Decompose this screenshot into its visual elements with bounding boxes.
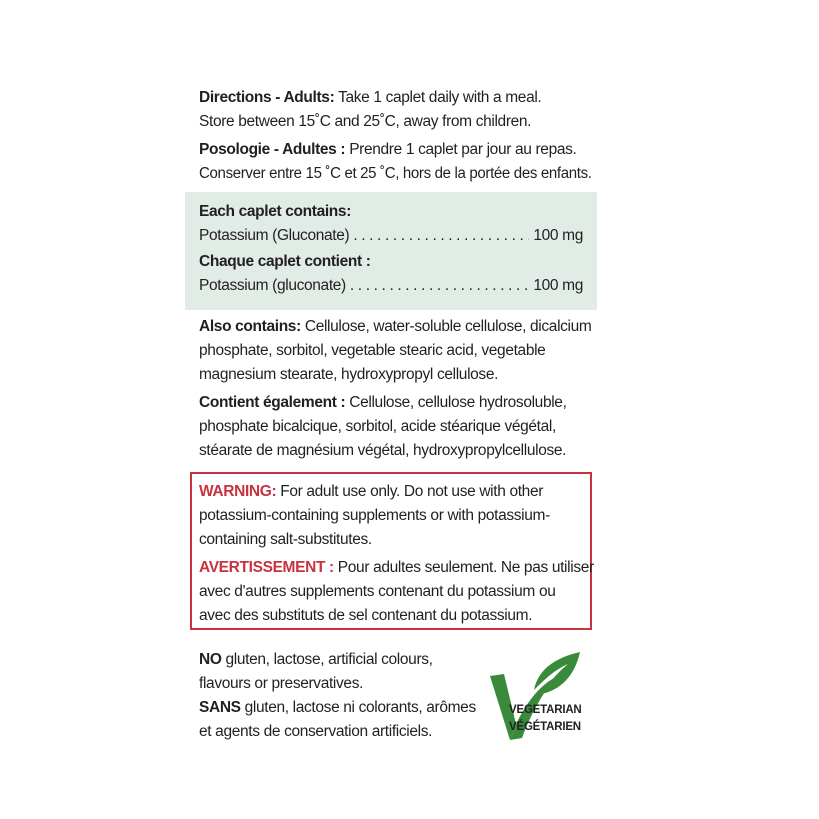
contains-fr-heading: Chaque caplet contient : (199, 253, 371, 270)
directions-en-storage: Store between 15˚C and 25˚C, away from children. (199, 113, 532, 130)
warning-fr (199, 556, 599, 628)
free-from-en-text: flavours or preservatives. (199, 675, 364, 692)
warning-en (199, 480, 599, 552)
free-from-fr-text: gluten, lactose ni colorants, arômes (240, 699, 476, 716)
leader-dots (350, 274, 530, 298)
vegetarian-label-en: VEGETARIAN (509, 704, 582, 716)
free-from-fr-text: et agents de conservation artificiels. (199, 723, 433, 740)
free-from-en-text: gluten, lactose, artificial colours, (221, 651, 433, 668)
also-contains-en-text: magnesium stearate, hydroxypropyl cellulose. (199, 366, 499, 383)
free-from-fr-bold: SANS (199, 699, 241, 716)
leader-dots (353, 224, 529, 248)
free-from-section (199, 648, 489, 744)
warning-fr-text: Pour adultes seulement. Ne pas utiliser (333, 559, 594, 576)
directions-fr-text: Prendre 1 caplet par jour au repas. (345, 141, 577, 158)
ingredient-row-fr (199, 274, 583, 298)
warning-en-text: potassium-containing supplements or with potassium- (199, 507, 550, 524)
also-contains-fr-heading: Contient également : (199, 394, 346, 411)
also-contains-fr-text: phosphate bicalcique, sorbitol, acide stéarique végétal, (199, 418, 556, 435)
non-medicinal-ingredients (199, 315, 599, 463)
directions-fr-storage: Conserver entre 15 ˚C et 25 ˚C, hors de la portée des enfants. (199, 165, 592, 182)
warning-fr-heading: AVERTISSEMENT : (199, 559, 334, 576)
vegetarian-label-fr: VÉGÉTARIEN (509, 721, 581, 733)
also-contains-fr-text: stéarate de magnésium végétal, hydroxypropylcellulose. (199, 442, 567, 459)
directions-en-text: Take 1 caplet daily with a meal. (334, 89, 542, 106)
also-contains-fr-text: Cellulose, cellulose hydrosoluble, (345, 394, 567, 411)
also-contains-en-text: phosphate, sorbitol, vegetable stearic acid, vegetable (199, 342, 546, 359)
ingredient-amount-fr: 100 mg (533, 277, 583, 294)
warning-section (199, 480, 599, 628)
also-contains-en (199, 315, 599, 387)
warning-fr-text: avec des substituts de sel contenant du potassium. (199, 607, 533, 624)
free-from-en-bold: NO (199, 651, 222, 668)
ingredient-row-en (199, 224, 583, 248)
directions-fr-heading: Posologie - Adultes : (199, 141, 346, 158)
directions-en (199, 86, 599, 134)
directions-fr (199, 138, 599, 186)
directions-section (199, 86, 599, 186)
also-contains-en-heading: Also contains: (199, 318, 301, 335)
medicinal-ingredients (199, 200, 599, 298)
ingredient-amount-en: 100 mg (533, 227, 583, 244)
ingredient-name-fr: Potassium (gluconate) (199, 277, 346, 294)
also-contains-fr (199, 391, 599, 463)
warning-en-text: For adult use only. Do not use with other (276, 483, 544, 500)
ingredient-name-en: Potassium (Gluconate) (199, 227, 350, 244)
warning-fr-text: avec d'autres supplements contenant du potassium ou (199, 583, 556, 600)
warning-en-text: containing salt-substitutes. (199, 531, 372, 548)
warning-en-heading: WARNING: (199, 483, 277, 500)
contains-en-heading: Each caplet contains: (199, 203, 352, 220)
also-contains-en-text: Cellulose, water-soluble cellulose, dicalcium (300, 318, 592, 335)
directions-en-heading: Directions - Adults: (199, 89, 335, 106)
